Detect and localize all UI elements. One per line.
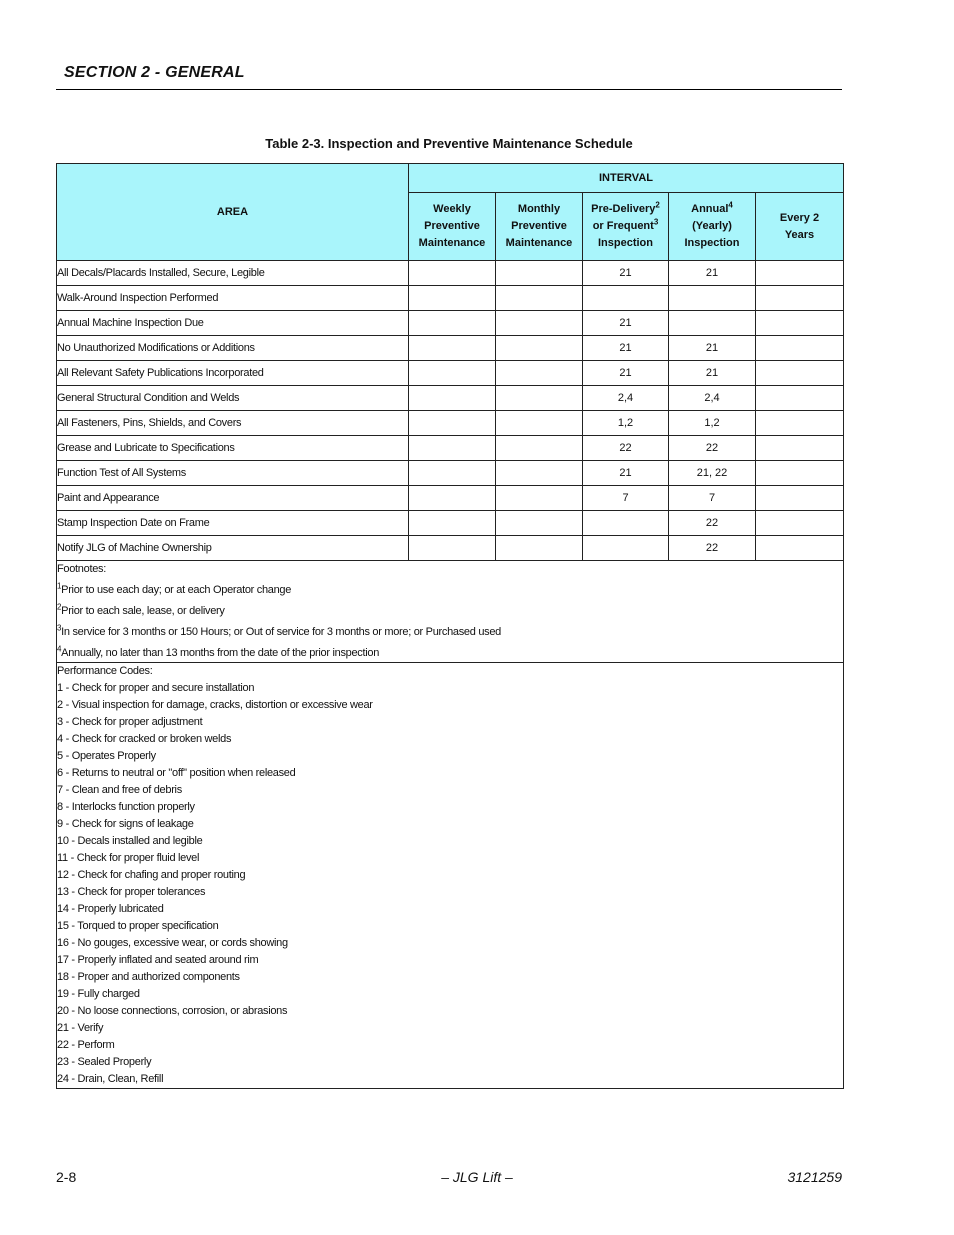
- performance-code: 22 - Perform: [57, 1039, 115, 1051]
- monthly-cell: [496, 461, 583, 486]
- page-number: 2-8: [56, 1169, 77, 1185]
- every2-cell: [756, 286, 844, 311]
- performance-code: 20 - No loose connections, corrosion, or abrasions: [57, 1005, 288, 1017]
- performance-code: 3 - Check for proper adjustment: [57, 716, 203, 728]
- predelivery-cell: 21: [583, 336, 669, 361]
- performance-code: 23 - Sealed Properly: [57, 1056, 152, 1068]
- table-row: [57, 486, 844, 511]
- table-row: [57, 286, 844, 311]
- every2-cell: [756, 411, 844, 436]
- every2-cell: [756, 386, 844, 411]
- performance-code: 15 - Torqued to proper specification: [57, 920, 219, 932]
- every2-cell: [756, 336, 844, 361]
- monthly-cell: [496, 411, 583, 436]
- predelivery-cell: 7: [583, 486, 669, 511]
- predelivery-cell: 1,2: [583, 411, 669, 436]
- annual-cell: 21: [669, 261, 756, 286]
- weekly-cell: [409, 336, 496, 361]
- document-number: 3121259: [787, 1169, 842, 1185]
- performance-code: 9 - Check for signs of leakage: [57, 818, 194, 830]
- weekly-cell: [409, 311, 496, 336]
- predelivery-cell: 2,4: [583, 386, 669, 411]
- monthly-cell: [496, 336, 583, 361]
- table-caption: Table 2-3. Inspection and Preventive Maintenance Schedule: [265, 136, 633, 151]
- annual-cell: 7: [669, 486, 756, 511]
- weekly-cell: [409, 286, 496, 311]
- area-column-header: AREA: [57, 164, 409, 261]
- annual-cell: 21: [669, 361, 756, 386]
- predelivery-cell: [583, 511, 669, 536]
- performance-code: 10 - Decals installed and legible: [57, 835, 203, 847]
- performance-code: 21 - Verify: [57, 1022, 104, 1034]
- footnote: $^2$Prior to each sale, lease, or delivery: [57, 602, 225, 617]
- weekly-cell: [409, 361, 496, 386]
- table-row: [57, 311, 844, 336]
- annual-cell: 22: [669, 511, 756, 536]
- monthly-cell: [496, 386, 583, 411]
- area-cell: Annual Machine Inspection Due: [57, 311, 409, 336]
- performance-code: 16 - No gouges, excessive wear, or cords showing: [57, 937, 288, 949]
- table-row: [57, 536, 844, 561]
- area-cell: Grease and Lubricate to Specifications: [57, 436, 409, 461]
- performance-code: 19 - Fully charged: [57, 988, 140, 1000]
- table-row: [57, 436, 844, 461]
- annual-cell: [669, 286, 756, 311]
- footer-brand: – JLG Lift –: [441, 1169, 513, 1185]
- performance-code: 17 - Properly inflated and seated around rim: [57, 954, 259, 966]
- performance-code: 7 - Clean and free of debris: [57, 784, 182, 796]
- every-2-years-column-header: Every 2 Years: [756, 193, 844, 261]
- annual-cell: 21: [669, 336, 756, 361]
- performance-code: 13 - Check for proper tolerances: [57, 886, 206, 898]
- predelivery-cell: [583, 286, 669, 311]
- every2-cell: [756, 536, 844, 561]
- weekly-cell: [409, 436, 496, 461]
- area-cell: Walk-Around Inspection Performed: [57, 286, 409, 311]
- annual-column-header: Annual$^4$ (Yearly) Inspection: [669, 193, 756, 261]
- performance-code: 24 - Drain, Clean, Refill: [57, 1073, 164, 1085]
- weekly-cell: [409, 511, 496, 536]
- weekly-cell: [409, 386, 496, 411]
- footnote: $^1$Prior to use each day; or at each Operator change: [57, 581, 292, 596]
- performance-code: 14 - Properly lubricated: [57, 903, 164, 915]
- predelivery-cell: 21: [583, 261, 669, 286]
- area-cell: Paint and Appearance: [57, 486, 409, 511]
- performance-code: 11 - Check for proper fluid level: [57, 852, 200, 864]
- weekly-cell: [409, 486, 496, 511]
- performance-code: 2 - Visual inspection for damage, cracks, distortion or excessive wear: [57, 699, 373, 711]
- predelivery-cell: 21: [583, 361, 669, 386]
- every2-cell: [756, 461, 844, 486]
- performance-code: 4 - Check for cracked or broken welds: [57, 733, 232, 745]
- predelivery-cell: 21: [583, 311, 669, 336]
- monthly-cell: [496, 486, 583, 511]
- weekly-cell: [409, 536, 496, 561]
- predelivery-cell: 21: [583, 461, 669, 486]
- area-cell: All Fasteners, Pins, Shields, and Covers: [57, 411, 409, 436]
- predelivery-column-header: Pre-Delivery$^2$ or Frequent$^3$ Inspection: [583, 193, 669, 261]
- interval-header: INTERVAL: [409, 164, 844, 193]
- performance-code: 6 - Returns to neutral or "off" position when released: [57, 767, 296, 779]
- monthly-cell: [496, 436, 583, 461]
- weekly-cell: [409, 461, 496, 486]
- table-row: [57, 511, 844, 536]
- table-row: [57, 411, 844, 436]
- every2-cell: [756, 361, 844, 386]
- every2-cell: [756, 511, 844, 536]
- footnote: $^3$In service for 3 months or 150 Hours; or Out of service for 3 months or more; or Purchased used: [57, 623, 501, 638]
- weekly-cell: [409, 261, 496, 286]
- every2-cell: [756, 311, 844, 336]
- every2-cell: [756, 436, 844, 461]
- weekly-column-header: Weekly Preventive Maintenance: [409, 193, 496, 261]
- performance-code: 12 - Check for chafing and proper routing: [57, 869, 246, 881]
- performance-code: 5 - Operates Properly: [57, 750, 156, 762]
- monthly-column-header: Monthly Preventive Maintenance: [496, 193, 583, 261]
- monthly-cell: [496, 311, 583, 336]
- table-row: [57, 336, 844, 361]
- monthly-cell: [496, 261, 583, 286]
- every2-cell: [756, 486, 844, 511]
- footnotes-block: [57, 561, 844, 663]
- footnote: $^4$Annually, no later than 13 months from the date of the prior inspection: [57, 644, 380, 659]
- table-row: [57, 461, 844, 486]
- weekly-cell: [409, 411, 496, 436]
- annual-cell: [669, 311, 756, 336]
- monthly-cell: [496, 286, 583, 311]
- performance-code: 1 - Check for proper and secure installation: [57, 682, 255, 694]
- section-header: SECTION 2 - GENERAL: [64, 64, 245, 81]
- header-rule: [56, 89, 842, 90]
- annual-cell: 2,4: [669, 386, 756, 411]
- annual-cell: 1,2: [669, 411, 756, 436]
- monthly-cell: [496, 536, 583, 561]
- monthly-cell: [496, 511, 583, 536]
- table-row: [57, 386, 844, 411]
- area-cell: Notify JLG of Machine Ownership: [57, 536, 409, 561]
- area-cell: General Structural Condition and Welds: [57, 386, 409, 411]
- area-cell: All Decals/Placards Installed, Secure, Legible: [57, 261, 409, 286]
- inspection-schedule-table: [56, 163, 844, 1089]
- area-cell: Stamp Inspection Date on Frame: [57, 511, 409, 536]
- area-cell: No Unauthorized Modifications or Additions: [57, 336, 409, 361]
- annual-cell: 21, 22: [669, 461, 756, 486]
- table-row: [57, 361, 844, 386]
- performance-code: 8 - Interlocks function properly: [57, 801, 195, 813]
- monthly-cell: [496, 361, 583, 386]
- table-row: [57, 261, 844, 286]
- area-cell: All Relevant Safety Publications Incorporated: [57, 361, 409, 386]
- performance-codes-title: Performance Codes:: [57, 665, 153, 677]
- predelivery-cell: [583, 536, 669, 561]
- performance-codes-block: [57, 663, 844, 1089]
- annual-cell: 22: [669, 536, 756, 561]
- every2-cell: [756, 261, 844, 286]
- performance-code: 18 - Proper and authorized components: [57, 971, 240, 983]
- predelivery-cell: 22: [583, 436, 669, 461]
- footnotes-title: Footnotes:: [57, 563, 106, 575]
- annual-cell: 22: [669, 436, 756, 461]
- area-cell: Function Test of All Systems: [57, 461, 409, 486]
